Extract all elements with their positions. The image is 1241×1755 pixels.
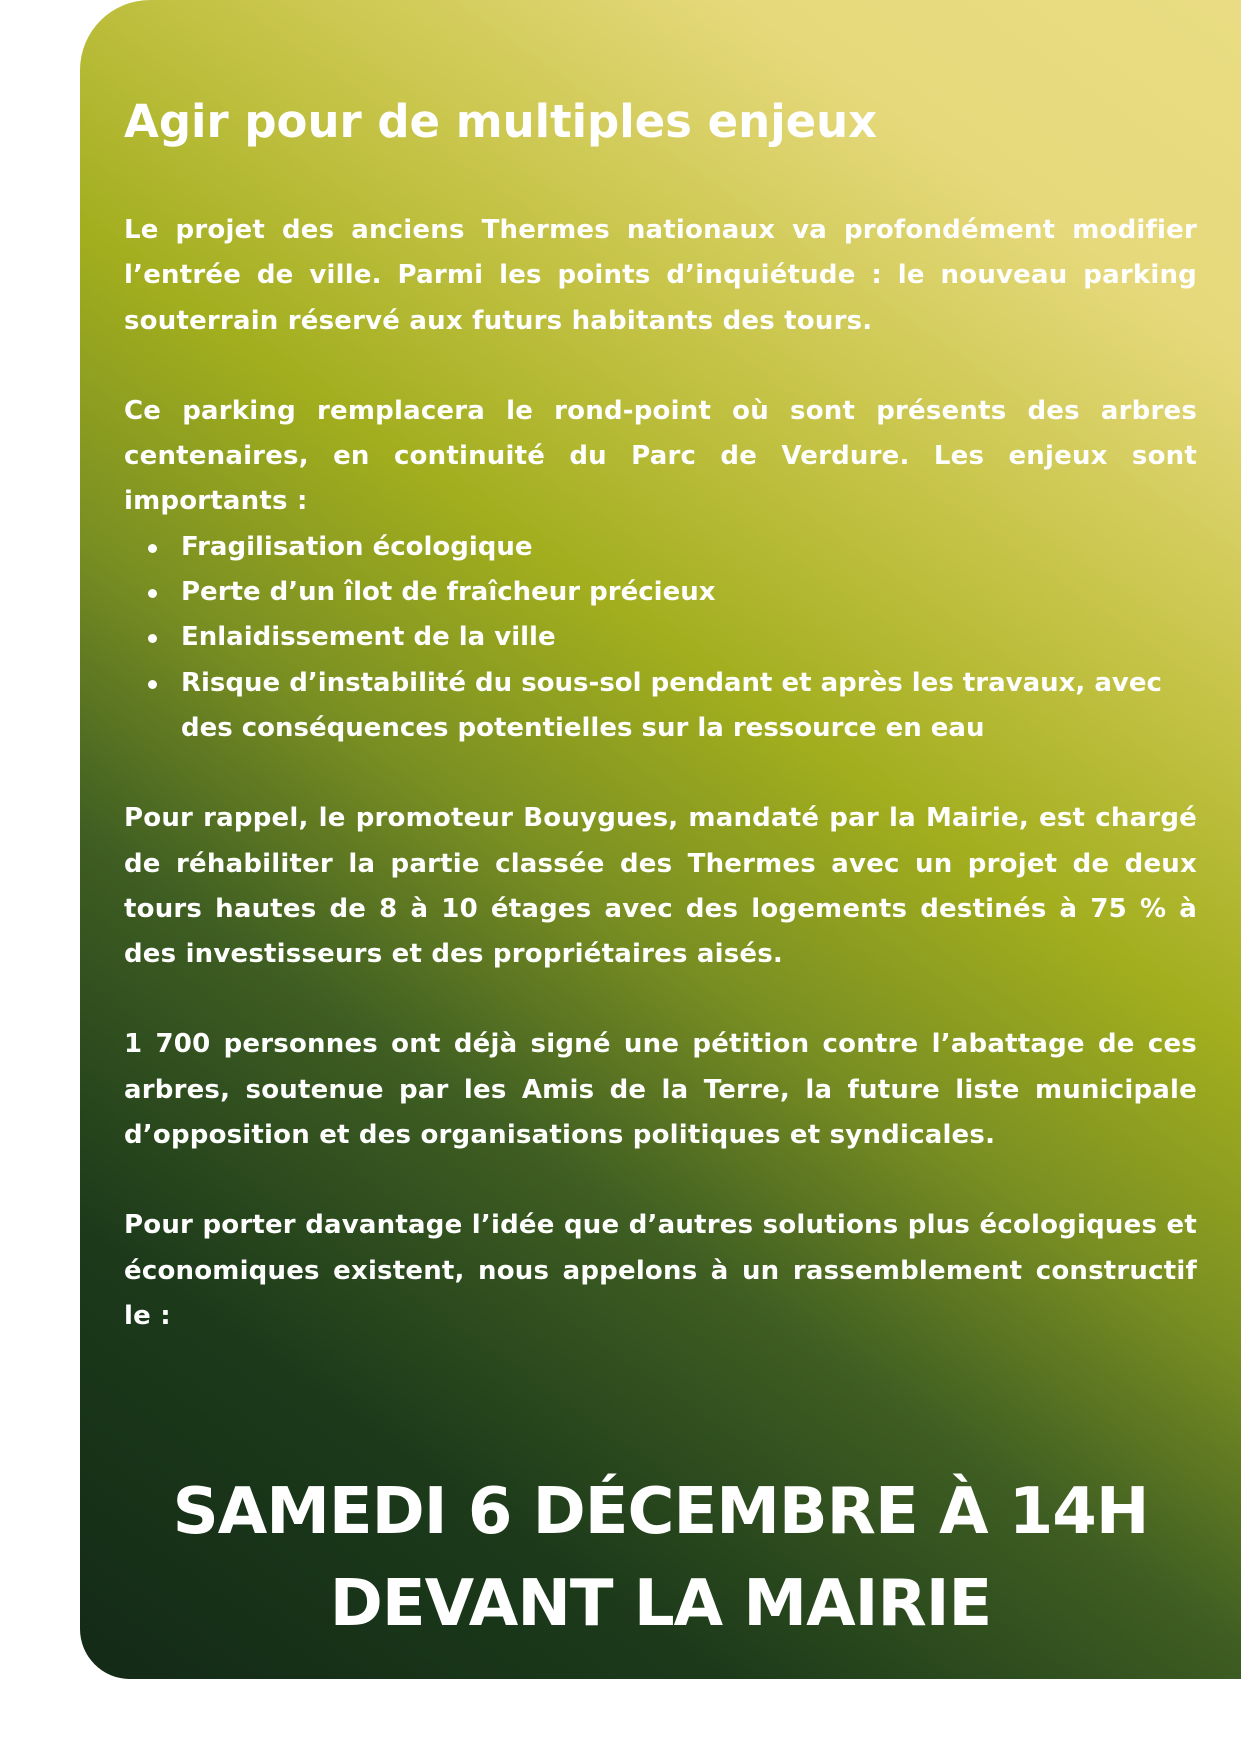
event-date: SAMEDI 6 DÉCEMBRE À 14H: [172, 1475, 1149, 1549]
paragraph-parking: Ce parking remplacera le rond-point où sont présents des arbres centenaires, en continuité du Parc de Verdure. Les enjeux sont importants :: [124, 395, 1197, 517]
event-announcement: [124, 1466, 1197, 1650]
paragraph-intro: Le projet des anciens Thermes nationaux va profondément modifier l’entrée de ville. Parmi les points d’inquiétude : le nouveau parking souterrain réservé aux futurs habitants des tours.: [124, 215, 1197, 336]
bullet-icon: [148, 589, 157, 598]
paragraph-petition: 1 700 personnes ont déjà signé une pétition contre l’abattage de ces arbres, soutenue par les Amis de la Terre, la future liste municipale d’opposition et des organisations politiques et syndicales.: [124, 1029, 1197, 1151]
gradient-panel: [80, 0, 1241, 1679]
page-title: Agir pour de multiples enjeux: [124, 95, 878, 148]
content: [124, 92, 1197, 1339]
bullet-icon: [148, 544, 157, 553]
bullet-icon: [148, 680, 157, 689]
list-item: [181, 615, 1197, 660]
list-item: [181, 661, 1197, 752]
list-item: [181, 570, 1197, 615]
paragraph-appel: Pour porter davantage l’idée que d’autres solutions plus écologiques et économiques existent, nous appelons à un rassemblement constructif le :: [124, 1210, 1197, 1331]
enjeux-list: [124, 525, 1197, 751]
list-item-text: Enlaidissement de la ville: [181, 622, 556, 653]
event-place: DEVANT LA MAIRIE: [329, 1567, 992, 1641]
list-item-text: Risque d’instabilité du sous-sol pendant et après les travaux, avec des conséquences potentielles sur la ressource en eau: [181, 667, 1162, 743]
bullet-icon: [148, 634, 157, 643]
list-item: [181, 525, 1197, 570]
list-item-text: Fragilisation écologique: [181, 531, 533, 562]
list-item-text: Perte d’un îlot de fraîcheur précieux: [181, 577, 716, 608]
paragraph-rappel: Pour rappel, le promoteur Bouygues, mandaté par la Mairie, est chargé de réhabiliter la partie classée des Thermes avec un projet de deux tours hautes de 8 à 10 étages avec des logements destinés à 75 % à des investisseurs et des propriétaires aisés.: [124, 803, 1197, 970]
